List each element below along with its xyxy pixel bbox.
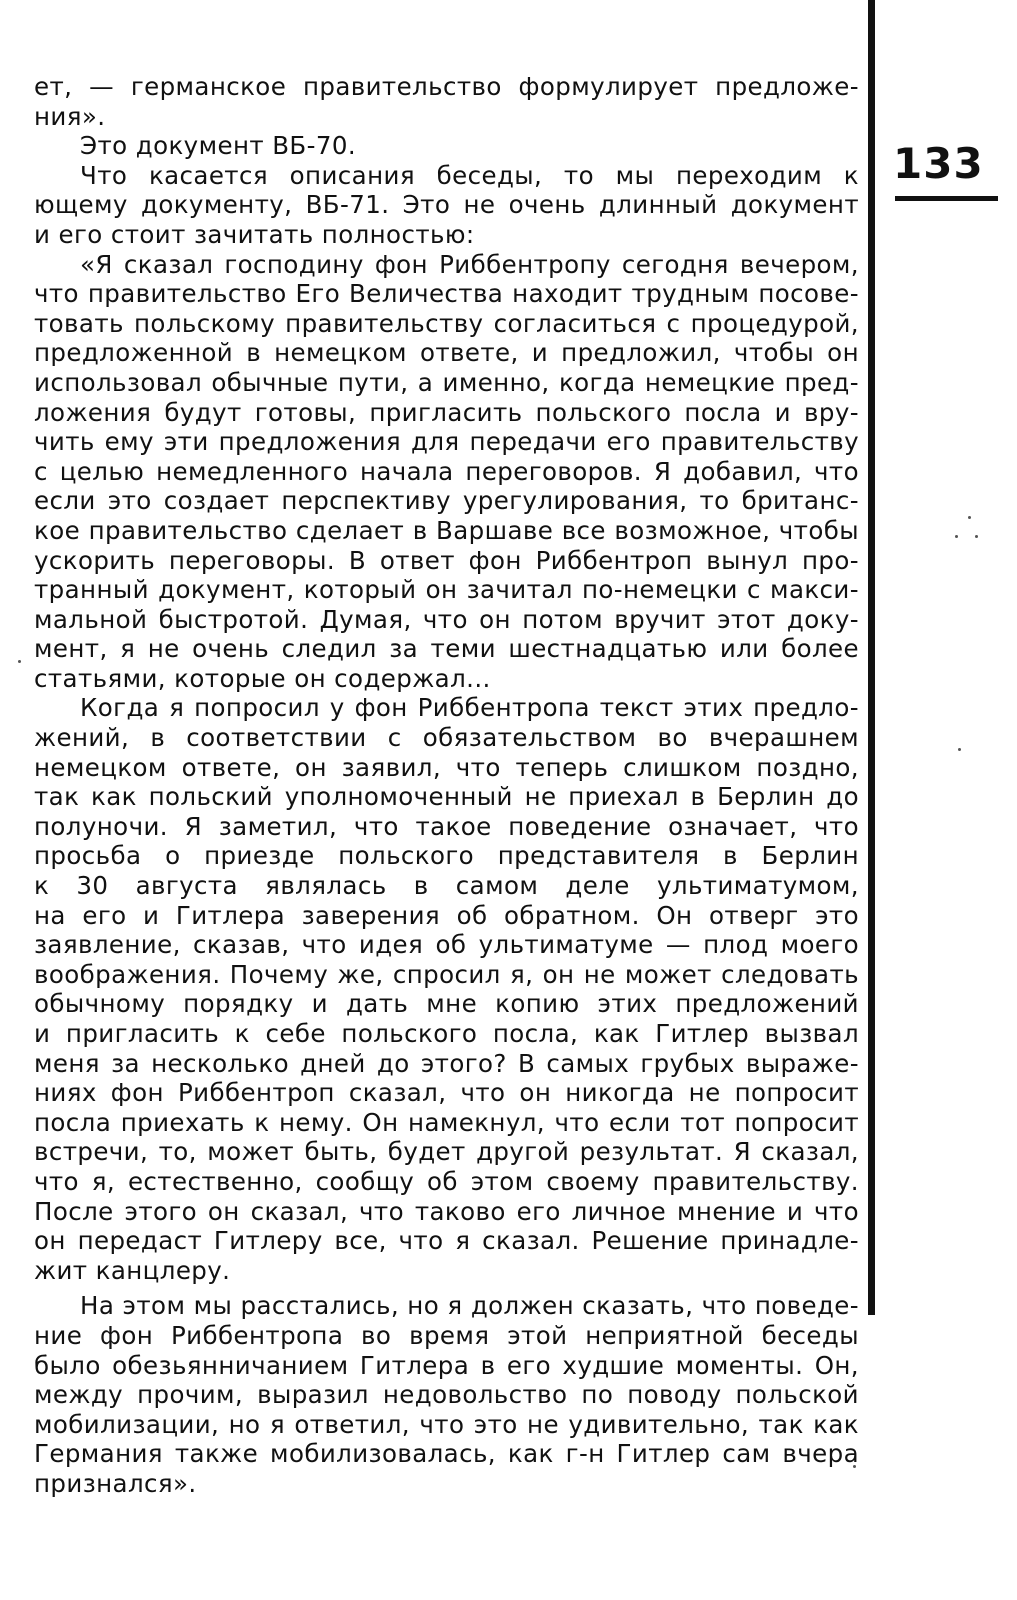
- text-line: так как польский уполномоченный не приехал в Берлин до: [34, 782, 859, 812]
- text-line: На этом мы расстались, но я должен сказать, что поведе-: [80, 1291, 859, 1321]
- print-speck: [968, 516, 971, 519]
- text-line: немецком ответе, он заявил, что теперь слишком поздно,: [34, 752, 859, 782]
- vertical-rule: [868, 0, 875, 1315]
- text-line: и его стоит зачитать полностью:: [34, 219, 475, 249]
- text-line: просьба о приезде польского представителя в Берлин: [34, 841, 859, 871]
- text-line: мобилизации, но я ответил, что это не удивительно, так как: [34, 1409, 859, 1439]
- text-line: что правительство Его Величества находит трудным посове-: [34, 279, 859, 309]
- text-line: мальной быстротой. Думая, что он потом вручит этот доку-: [34, 604, 859, 634]
- text-line: ние фон Риббентропа во время этой неприятной беседы: [34, 1320, 859, 1350]
- text-line: мент, я не очень следил за теми шестнадцатью или более: [34, 634, 859, 664]
- text-line: кое правительство сделает в Варшаве все возможное, чтобы: [34, 515, 859, 545]
- text-line: посла приехать к нему. Он намекнул, что если тот попросит: [34, 1107, 859, 1137]
- text-line: транный документ, который он зачитал по-немецки с макси-: [34, 575, 859, 605]
- text-line: использовал обычные пути, а именно, когда немецкие пред-: [34, 367, 859, 397]
- text-line: ускорить переговоры. В ответ фон Риббентроп вынул про-: [34, 545, 859, 575]
- text-line: предложенной в немецком ответе, и предложил, чтобы он: [34, 338, 859, 368]
- page-number-underline: [895, 196, 998, 201]
- text-line: к 30 августа являлась в самом деле ультиматумом,: [34, 871, 859, 901]
- text-line: жений, в соответствии с обязательством во вчерашнем: [34, 723, 859, 753]
- text-line: он передаст Гитлеру все, что я сказал. Решение принадле-: [34, 1226, 859, 1256]
- text-line: воображения. Почему же, спросил я, он не может следовать: [34, 959, 859, 989]
- text-line: и пригласить к себе польского посла, как Гитлер вызвал: [34, 1019, 859, 1048]
- text-line: ниях фон Риббентроп сказал, что он никогда не попросит: [34, 1078, 859, 1108]
- text-line: обычному порядку и дать мне копию этих предложений: [34, 989, 859, 1019]
- text-line: полуночи. Я заметил, что такое поведение означает, что: [34, 811, 859, 841]
- text-line: чить ему эти предложения для передачи его правительству: [34, 427, 859, 457]
- text-line: После этого он сказал, что таково его личное мнение и что: [34, 1196, 859, 1226]
- text-line: Германия также мобилизовалась, как г-н Гитлер сам вчера: [34, 1439, 859, 1469]
- text-line: с целью немедленного начала переговоров. Я добавил, что: [34, 456, 859, 486]
- text-line: ложения будут готовы, пригласить польского посла и вру-: [34, 397, 859, 427]
- text-line: ющему документу, ВБ-71. Это не очень длинный документ: [34, 190, 859, 220]
- text-line: признался».: [34, 1468, 197, 1498]
- print-speck: [18, 660, 21, 663]
- print-speck: [955, 535, 958, 538]
- text-line: ния».: [34, 101, 106, 131]
- text-line: жит канцлеру.: [34, 1255, 231, 1285]
- page-number: 133: [893, 139, 984, 188]
- text-line: меня за несколько дней до этого? В самых грубых выраже-: [34, 1048, 859, 1078]
- print-speck: [975, 535, 978, 538]
- text-line: товать польскому правительству согласиться с процедурой,: [34, 308, 859, 338]
- text-line: на его и Гитлера заверения об обратном. Он отверг это: [34, 900, 859, 930]
- text-line: Это документ ВБ-70.: [80, 131, 357, 161]
- print-speck: [958, 748, 961, 751]
- text-line: было обезьянничанием Гитлера в его худшие моменты. Он,: [34, 1350, 859, 1380]
- text-line: что я, естественно, сообщу об этом своему правительству.: [34, 1166, 859, 1196]
- text-line: ет, — германское правительство формулирует предложе-: [34, 72, 859, 101]
- body-text: [34, 72, 859, 1499]
- text-line: между прочим, выразил недовольство по поводу польской: [34, 1380, 859, 1410]
- text-line: встречи, то, может быть, будет другой результат. Я сказал,: [34, 1137, 859, 1167]
- text-line: «Я сказал господину фон Риббентропу сегодня вечером,: [80, 249, 859, 279]
- text-line: если это создает перспективу урегулирования, то британс-: [34, 486, 859, 516]
- text-line: статьями, которые он содержал...: [34, 663, 491, 693]
- text-line: Что касается описания беседы, то мы переходим к: [80, 160, 859, 190]
- text-line: заявление, сказав, что идея об ультиматуме — плод моего: [34, 930, 859, 960]
- text-line: Когда я попросил у фон Риббентропа текст этих предло-: [80, 693, 859, 723]
